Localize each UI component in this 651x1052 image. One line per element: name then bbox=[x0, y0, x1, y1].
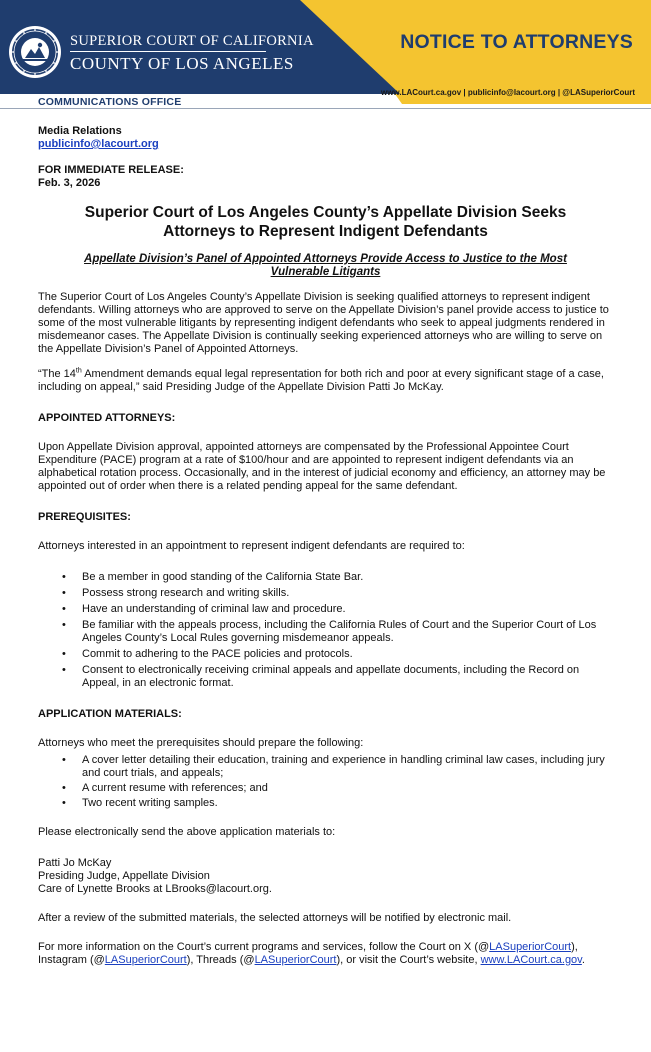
header-divider bbox=[0, 108, 651, 109]
notice-title: NOTICE TO ATTORNEYS bbox=[400, 31, 633, 53]
list-item bbox=[38, 754, 613, 780]
materials-intro: Attorneys who meet the prerequisites should prepare the following: bbox=[38, 737, 364, 749]
press-release-body bbox=[38, 125, 613, 967]
send-to-intro: Please electronically send the above application materials to: bbox=[38, 826, 336, 838]
header-contact-links[interactable]: www.LACourt.ca.gov | publicinfo@lacourt.org | @LASuperiorCourt bbox=[380, 88, 635, 97]
quote-paragraph bbox=[38, 368, 613, 394]
list-item bbox=[38, 619, 613, 645]
materials-list bbox=[38, 754, 613, 810]
bullet: • bbox=[62, 648, 66, 660]
list-item-text: A cover letter detailing their education, training and experience in handling criminal law cases, including jury and court trials, and appeals; bbox=[82, 754, 605, 779]
list-item-text: Commit to adhering to the PACE policies and protocols. bbox=[82, 648, 353, 660]
bullet: • bbox=[62, 797, 66, 809]
website-link[interactable]: www.LACourt.ca.gov bbox=[480, 954, 582, 966]
list-item-text: A current resume with references; and bbox=[82, 782, 268, 794]
bullet: • bbox=[62, 603, 66, 615]
instagram-handle-link[interactable]: LASuperiorCourt bbox=[104, 954, 187, 966]
footer-text: . bbox=[581, 954, 585, 966]
bullet: • bbox=[62, 571, 66, 583]
media-relations-label: Media Relations bbox=[38, 125, 122, 137]
list-item bbox=[38, 782, 613, 795]
list-item-text: Two recent writing samples. bbox=[82, 797, 218, 809]
threads-handle-link[interactable]: LASuperiorCourt bbox=[254, 954, 337, 966]
list-item-text: Consent to electronically receiving criminal appeals and appellate documents, including the Record on Appeal, in an electronic format. bbox=[82, 664, 580, 689]
headline: Superior Court of Los Angeles County’s Appellate Division Seeks Attorneys to Represent Indigent Defendants bbox=[84, 204, 567, 240]
recipient-name: Patti Jo McKay bbox=[38, 857, 112, 869]
bullet: • bbox=[62, 587, 66, 599]
subheadline: Appellate Division’s Panel of Appointed Attorneys Provide Access to Justice to the Most Vulnerable Litigants bbox=[84, 253, 567, 278]
prerequisites-list bbox=[38, 571, 613, 690]
list-item-text: Be a member in good standing of the California State Bar. bbox=[82, 571, 364, 583]
appointed-paragraph: Upon Appellate Division approval, appointed attorneys are compensated by the Professional Appointee Court Expenditure (PACE) program at a rate of $100/hour and are appointed to represent indigent defendants via an alphabetical rotation process. Occasionally, and in the interest of judicial economy and efficiency, an attorney may be appointed out of order when there is a related pending appeal for the same defendant. bbox=[38, 441, 606, 492]
media-email-link[interactable]: publicinfo@lacourt.org bbox=[38, 138, 159, 150]
bullet: • bbox=[62, 619, 66, 631]
list-item-text: Have an understanding of criminal law and procedure. bbox=[82, 603, 346, 615]
list-item bbox=[38, 603, 613, 616]
prerequisites-intro: Attorneys interested in an appointment to represent indigent defendants are required to: bbox=[38, 540, 465, 552]
footer-text: For more information on the Court’s current programs and services, follow the Court on X (@ bbox=[38, 941, 490, 953]
bullet: • bbox=[62, 782, 66, 794]
recipient-title: Presiding Judge, Appellate Division bbox=[38, 870, 210, 882]
x-handle-link[interactable]: LASuperiorCourt bbox=[489, 941, 572, 953]
bullet: • bbox=[62, 754, 66, 766]
list-item bbox=[38, 797, 613, 810]
recipient-care-of: Care of Lynette Brooks at LBrooks@lacourt.org. bbox=[38, 883, 272, 895]
court-name-line2: COUNTY OF LOS ANGELES bbox=[70, 54, 294, 73]
quote-ordinal: th bbox=[75, 367, 82, 375]
appointed-heading: APPOINTED ATTORNEYS: bbox=[38, 412, 176, 424]
quote-rest: Amendment demands equal legal representation for both rich and poor at every significant stage of a case, including on appeal,” said Presiding Judge of the Appellate Division Patti Jo McKay. bbox=[38, 368, 604, 393]
bullet: • bbox=[62, 664, 66, 676]
footer-paragraph bbox=[38, 941, 613, 967]
list-item bbox=[38, 664, 613, 690]
communications-office-label: COMMUNICATIONS OFFICE bbox=[38, 96, 182, 108]
list-item bbox=[38, 587, 613, 600]
prerequisites-heading: PREREQUISITES: bbox=[38, 511, 131, 523]
list-item bbox=[38, 648, 613, 661]
release-label: FOR IMMEDIATE RELEASE: bbox=[38, 164, 184, 176]
release-date: Feb. 3, 2026 bbox=[38, 177, 101, 189]
footer-text: ), Threads (@ bbox=[186, 954, 255, 966]
list-item-text: Possess strong research and writing skills. bbox=[82, 587, 290, 599]
court-name-line1: SUPERIOR COURT OF CALIFORNIA bbox=[70, 33, 314, 49]
footer-text: ), or visit the Court’s website, bbox=[336, 954, 478, 966]
list-item bbox=[38, 571, 613, 584]
review-note: After a review of the submitted materials, the selected attorneys will be notified by electronic mail. bbox=[38, 912, 512, 924]
intro-paragraph: The Superior Court of Los Angeles County’s Appellate Division is seeking qualified attorneys to represent indigent defendants. Willing attorneys who are approved to serve on the Appellate Division’s panel provide access to justice to some of the most vulnerable litigants by representing indigent defendants who seek to appeal judgments rendered in misdemeanor cases. The Appellate Division is continually seeking experienced attorneys who are willing to serve on the Appellate Division’s Panel of Appointed Attorneys. bbox=[38, 291, 609, 355]
footer-text: ), Instagram (@ bbox=[38, 941, 578, 966]
materials-heading: APPLICATION MATERIALS: bbox=[38, 708, 182, 720]
list-item-text: Be familiar with the appeals process, including the California Rules of Court and the Superior Court of Los Angeles County’s Local Rules governing misdemeanor appeals. bbox=[82, 619, 597, 644]
quote-prefix: “The 14 bbox=[38, 368, 76, 380]
